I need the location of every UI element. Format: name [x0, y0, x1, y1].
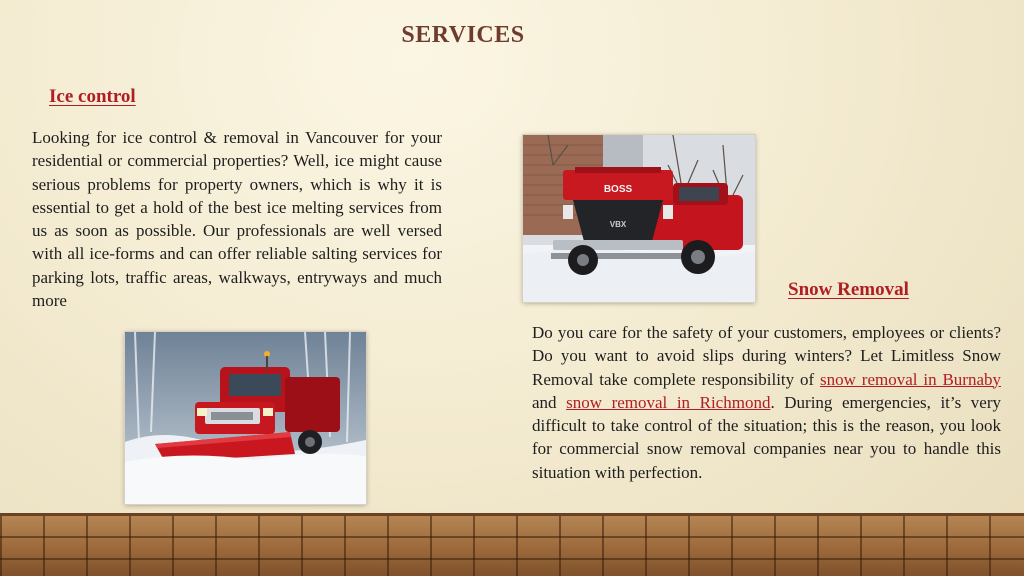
snow-text-part-2: and	[532, 392, 567, 412]
ice-control-heading: Ice control	[49, 86, 136, 107]
snow-text-part-1: Do you care for the safety of your customers, employees or clients? Do you want to avoid slips during winters? Let Limitless Snow Removal take complete responsibility of	[532, 323, 1001, 389]
spreader-label-text: VBX	[609, 220, 627, 229]
snow-text-part-3: . During emergencies, it’s very difficult to take control of the situation; this is the reason, you look for commercial snow removal companies near you to handle this situation with perfection.	[532, 392, 1001, 482]
slide-title: SERVICES	[401, 22, 525, 48]
floor-seam	[0, 536, 1024, 538]
ice-control-text: Looking for ice control & removal in Vancouver for your residential or commercial properties? Well, ice might cause serious problems for property owners, which is why it is essential to get a hold of the best ice melting services from us as soon as possible. Our professionals are well versed with all ice-forms and can offer reliable salting services for parking lots, traffic areas, walkways, entryways and much more	[32, 128, 442, 311]
snow-removal-text	[532, 321, 1001, 484]
salt-spreader-truck-photo	[523, 135, 755, 302]
snow-removal-burnaby-link[interactable]: snow removal in Burnaby	[820, 369, 1002, 389]
floor-seam	[0, 558, 1024, 560]
wooden-floor-decoration	[0, 513, 1024, 576]
snow-plow-truck-photo	[125, 332, 366, 504]
boss-logo-text: BOSS	[603, 184, 633, 195]
snow-removal-heading: Snow Removal	[788, 279, 909, 300]
snow-removal-richmond-link[interactable]: snow removal in Richmond	[566, 392, 771, 412]
